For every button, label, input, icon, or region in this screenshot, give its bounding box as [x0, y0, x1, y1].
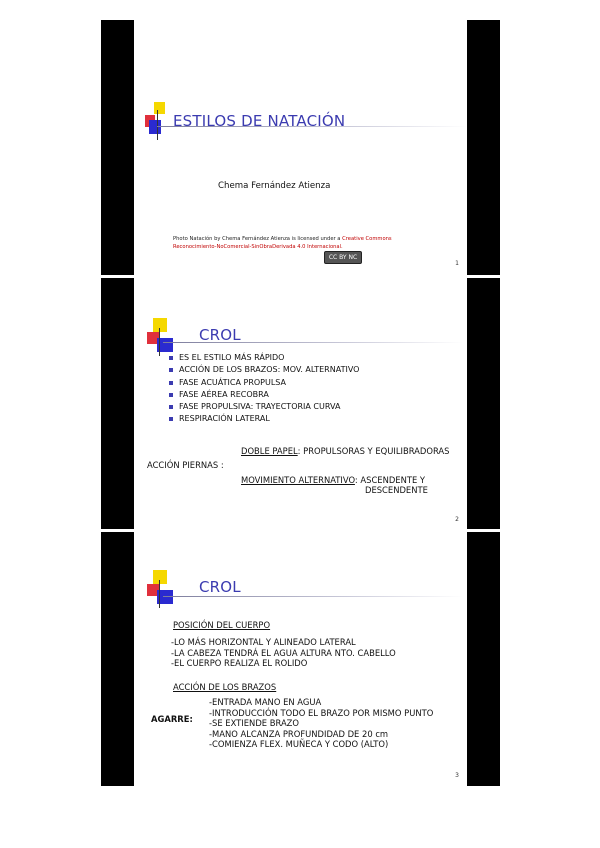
slide-title: CROL [199, 326, 241, 344]
list-item: RESPIRACIÓN LATERAL [169, 413, 359, 425]
list-item: -SE EXTIENDE BRAZO [209, 718, 300, 729]
list-item: ES EL ESTILO MÁS RÁPIDO [169, 352, 359, 364]
list-item: FASE ACUÁTICA PROPULSA [169, 377, 359, 389]
slide-left-border [101, 20, 134, 275]
slide-title: ESTILOS DE NATACIÓN [173, 112, 346, 130]
brazos-heading: ACCIÓN DE LOS BRAZOS [173, 682, 277, 692]
list-item: -EL CUERPO REALIZA EL ROLIDO [171, 658, 308, 669]
bullet-list [169, 352, 359, 426]
cc-license-badge[interactable]: CC BY NC ND [324, 251, 362, 264]
posicion-lines [171, 637, 396, 669]
agarre-lines [209, 697, 433, 750]
doble-papel-value: : PROPULSORAS Y EQUILIBRADORAS [297, 446, 450, 456]
license-link[interactable]: Creative Commons [342, 236, 392, 242]
slide-left-border [101, 532, 134, 786]
list-item: -COMIENZA FLEX. MUÑECA Y CODO (ALTO) [209, 739, 389, 750]
movimiento-value: : ASCENDENTE Y [354, 475, 426, 485]
license-name[interactable]: Reconocimiento-NoComercial-SinObraDerivada 4.0 Internacional. [173, 244, 343, 250]
slide-1 [101, 20, 500, 275]
list-item: -ENTRADA MANO EN AGUA [209, 697, 322, 707]
slide-title: CROL [199, 578, 241, 596]
license-text: Photo Natación by Chema Fernández Atienza is licensed under a Creative Commons Reconocimiento-NoComercial-SinObraDerivada 4.0 Internacional. [173, 236, 392, 250]
slide-right-border [467, 278, 500, 529]
page-number: 1 [455, 260, 459, 267]
page-number: 2 [455, 516, 459, 523]
movimiento-row [241, 475, 425, 485]
title-underline [163, 596, 463, 597]
doble-papel-row [241, 446, 449, 456]
author-name: Chema Fernández Atienza [218, 181, 331, 191]
title-decoration [147, 570, 187, 618]
list-item: -LA CABEZA TENDRÁ EL AGUA ALTURA NTO. CABELLO [171, 647, 396, 658]
list-item: -MANO ALCANZA PROFUNDIDAD DE 20 cm [209, 728, 389, 739]
list-item: FASE AÉREA RECOBRA [169, 389, 359, 401]
slide-3 [101, 532, 500, 786]
movimiento-label: MOVIMIENTO ALTERNATIVO [241, 475, 355, 485]
slide-left-border [101, 278, 134, 529]
slide-2 [101, 278, 500, 529]
agarre-label: AGARRE: [151, 714, 193, 724]
list-item: -INTRODUCCIÓN TODO EL BRAZO POR MISMO PUNTO [209, 707, 434, 718]
doble-papel-label: DOBLE PAPEL [241, 446, 298, 456]
list-item: ACCIÓN DE LOS BRAZOS: MOV. ALTERNATIVO [169, 364, 359, 376]
accion-piernas-label: ACCIÓN PIERNAS : [147, 460, 224, 470]
slide-right-border [467, 532, 500, 786]
slide-right-border [467, 20, 500, 275]
posicion-heading: POSICIÓN DEL CUERPO [173, 620, 271, 630]
movimiento-value-cont: DESCENDENTE [365, 485, 428, 495]
list-item: -LO MÁS HORIZONTAL Y ALINEADO LATERAL [171, 637, 356, 647]
list-item: FASE PROPULSIVA: TRAYECTORIA CURVA [169, 401, 359, 413]
page-number: 3 [455, 772, 459, 779]
